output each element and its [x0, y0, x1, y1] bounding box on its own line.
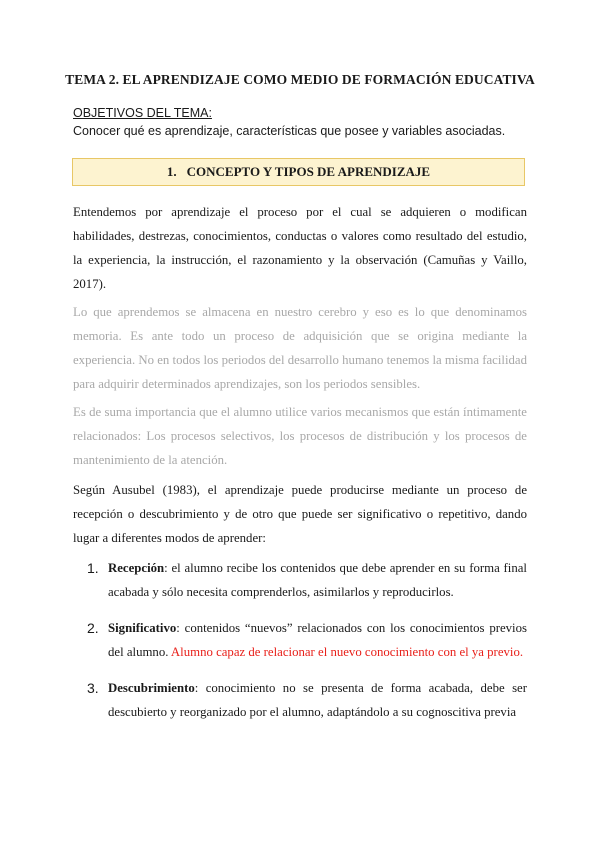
- paragraph-definition: Entendemos por aprendizaje el proceso por el cual se adquieren o modifican habilidades, destrezas, conocimientos, conductas o valores como resultado del estudio, la experiencia, la instrucción, el razonamiento y la observación (Camuñas y Vaillo, 2017).: [73, 205, 527, 291]
- list-item: [73, 556, 527, 604]
- list-item: [73, 616, 527, 664]
- paragraph-mechanisms: Es de suma importancia que el alumno utilice varios mecanismos que están íntimamente relacionados: Los procesos selectivos, los procesos de distribución y los procesos de mantenimiento de la atención.: [73, 405, 527, 467]
- section-heading-box: [72, 158, 525, 186]
- paragraph-memory: Lo que aprendemos se almacena en nuestro cerebro y eso es lo que denominamos memoria. Es ante todo un proceso de adquisición que se origina mediante la experiencia. No en todos los periodos del desarrollo humano tenemos la misma facilidad para adquirir determinados aprendizajes, son los periodos sensibles.: [73, 305, 527, 391]
- list-item-text: : conocimiento no se presenta de forma acabada, debe ser descubierto y reorganizado por el alumno, adaptándolo a su cognoscitiva previa: [108, 681, 527, 719]
- objectives-text: Conocer qué es aprendizaje, características que posee y variables asociadas.: [73, 124, 506, 138]
- list-item-highlight: Alumno capaz de relacionar el nuevo conocimiento con el ya previo.: [170, 645, 524, 659]
- list-item-number: 2.: [87, 620, 99, 636]
- list-item-number: 1.: [87, 560, 99, 576]
- section-number: 1.: [166, 164, 177, 179]
- objectives-heading: OBJETIVOS DEL TEMA:: [73, 106, 212, 120]
- list-item: [73, 676, 527, 724]
- learning-modes-list: [73, 556, 527, 724]
- section-title: CONCEPTO Y TIPOS DE APRENDIZAJE: [186, 164, 431, 179]
- list-item-term: Descubrimiento: [108, 681, 195, 695]
- document-title: TEMA 2. EL APRENDIZAJE COMO MEDIO DE FORMACIÓN EDUCATIVA: [65, 72, 535, 87]
- paragraph-ausubel: Según Ausubel (1983), el aprendizaje puede producirse mediante un proceso de recepción o descubrimiento y de otro que puede ser significativo o repetitivo, dando lugar a diferentes modos de aprender:: [73, 483, 527, 545]
- list-item-term: Recepción: [108, 561, 165, 575]
- list-item-number: 3.: [87, 680, 99, 696]
- list-item-text: : contenidos “nuevos” relacionados con los conocimientos previos del alumno.: [108, 621, 527, 659]
- list-item-text: : el alumno recibe los contenidos que debe aprender en su forma final acabada y sólo necesita comprenderlos, asimilarlos y reproducirlos.: [108, 561, 527, 599]
- list-item-term: Significativo: [108, 621, 177, 635]
